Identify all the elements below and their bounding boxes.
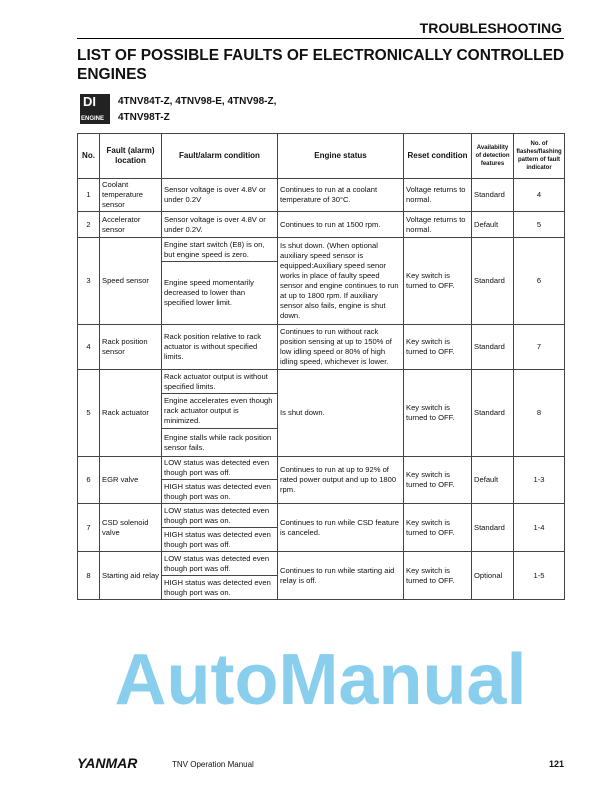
cell-no: 4: [78, 325, 100, 370]
cell-reset: Key switch is turned to OFF.: [404, 457, 472, 504]
yanmar-logo: YANMAR: [77, 755, 138, 771]
cell-location: Starting aid relay: [100, 552, 162, 600]
cell-flashes: 1-3: [514, 457, 565, 504]
cell-no: 3: [78, 238, 100, 325]
col-condition: Fault/alarm condition: [162, 134, 278, 179]
cell-location: Accelerator sensor: [100, 212, 162, 238]
col-location: Fault (alarm) location: [100, 134, 162, 179]
page-title: LIST OF POSSIBLE FAULTS OF ELECTRONICALLY CONTROLLED ENGINES: [77, 47, 565, 83]
footer: [77, 755, 564, 774]
cell-flashes: 8: [514, 370, 565, 457]
col-status: Engine status: [278, 134, 404, 179]
page-number: 121: [548, 759, 564, 769]
col-reset: Reset condition: [404, 134, 472, 179]
cell-flashes: 6: [514, 238, 565, 325]
models-line: 4TNV84T-Z, 4TNV98-E, 4TNV98-Z,: [118, 96, 277, 107]
cell-reset: Voltage returns to normal.: [404, 179, 472, 212]
cell-condition: Engine start switch (E8) is on, but engine speed is zero.: [162, 238, 278, 262]
cell-location: Coolant temperature sensor: [100, 179, 162, 212]
table-row: [78, 370, 565, 394]
cell-flashes: 1-5: [514, 552, 565, 600]
cell-no: 1: [78, 179, 100, 212]
cell-status: Continues to run while starting aid relay is off.: [278, 552, 404, 600]
table-row: [78, 552, 565, 576]
cell-availability: Standard: [472, 179, 514, 212]
col-flashes: No. of flashes/flashing pattern of fault indicator: [514, 134, 565, 179]
table-row: [78, 504, 565, 528]
cell-condition: Sensor voltage is over 4.8V or under 0.2V.: [162, 212, 278, 238]
cell-no: 5: [78, 370, 100, 457]
cell-availability: Default: [472, 212, 514, 238]
cell-condition: Engine speed momentarily decreased to lower than specified lower limit.: [162, 262, 278, 325]
cell-reset: Key switch is turned to OFF.: [404, 552, 472, 600]
cell-reset: Key switch is turned to OFF.: [404, 325, 472, 370]
cell-location: Rack actuator: [100, 370, 162, 457]
cell-no: 7: [78, 504, 100, 552]
cell-status: Continues to run without rack position sensing at up to 150% of low idling speed or 80% of high idling speed, whichever is lower.: [278, 325, 404, 370]
cell-flashes: 1-4: [514, 504, 565, 552]
table-row: [78, 325, 565, 370]
table-row: [78, 212, 565, 238]
cell-status: Continues to run at up to 92% of rated power output and up to 1800 rpm.: [278, 457, 404, 504]
cell-reset: Voltage returns to normal.: [404, 212, 472, 238]
cell-flashes: 4: [514, 179, 565, 212]
cell-condition: LOW status was detected even though port was off.: [162, 457, 278, 480]
cell-status: Is shut down.: [278, 370, 404, 457]
cell-availability: Default: [472, 457, 514, 504]
cell-condition: HIGH status was detected even though port was off.: [162, 528, 278, 552]
watermark: AutoManual: [114, 640, 527, 720]
cell-availability: Standard: [472, 370, 514, 457]
cell-reset: Key switch is turned to OFF.: [404, 504, 472, 552]
table-row: [78, 457, 565, 480]
table-row: [78, 179, 565, 212]
cell-availability: Optional: [472, 552, 514, 600]
col-no: No.: [78, 134, 100, 179]
section-header: TROUBLESHOOTING: [419, 20, 562, 36]
cell-status: Continues to run while CSD feature is canceled.: [278, 504, 404, 552]
engine-models: [118, 94, 276, 126]
cell-condition: Rack actuator output is without specified limits.: [162, 370, 278, 394]
cell-no: 6: [78, 457, 100, 504]
cell-condition: HIGH status was detected even though port was on.: [162, 480, 278, 504]
logo-top-text: DI: [83, 94, 96, 109]
cell-no: 8: [78, 552, 100, 600]
cell-flashes: 5: [514, 212, 565, 238]
cell-status: Is shut down. (When optional auxiliary speed sensor is equipped:Auxiliary speed senor works in place of faulty speed sensor and engine continues to run at up to 1800 rpm. If auxiliary sensor also fails, engine is shut down.: [278, 238, 404, 325]
cell-location: Speed sensor: [100, 238, 162, 325]
logo-bottom-text: ENGINE: [81, 116, 105, 122]
cell-condition: Engine accelerates even though rack actuator output is minimized.: [162, 394, 278, 429]
cell-flashes: 7: [514, 325, 565, 370]
cell-location: EGR valve: [100, 457, 162, 504]
cell-condition: Engine stalls while rack position sensor fails.: [162, 429, 278, 457]
faults-table: [77, 133, 565, 600]
cell-reset: Key switch is turned to OFF.: [404, 238, 472, 325]
table-row: [78, 238, 565, 262]
cell-status: Continues to run at 1500 rpm.: [278, 212, 404, 238]
cell-availability: Standard: [472, 504, 514, 552]
cell-reset: Key switch is turned to OFF.: [404, 370, 472, 457]
cell-condition: LOW status was detected even though port was on.: [162, 504, 278, 528]
cell-condition: HIGH status was detected even though port was on.: [162, 576, 278, 600]
cell-no: 2: [78, 212, 100, 238]
header-rule: [77, 38, 564, 39]
cell-condition: Sensor voltage is over 4.8V or under 0.2V: [162, 179, 278, 212]
col-availability: Availability of detection features: [472, 134, 514, 179]
cell-availability: Standard: [472, 238, 514, 325]
cell-location: Rack position sensor: [100, 325, 162, 370]
cell-location: CSD solenoid valve: [100, 504, 162, 552]
cell-availability: Standard: [472, 325, 514, 370]
di-engine-logo: [80, 94, 110, 124]
cell-condition: LOW status was detected even though port was off.: [162, 552, 278, 576]
cell-condition: Rack position relative to rack actuator is without specified limits.: [162, 325, 278, 370]
manual-name: TNV Operation Manual: [172, 760, 254, 769]
models-line: 4TNV98T-Z: [118, 112, 170, 123]
cell-status: Continues to run at a coolant temperature of 30°C.: [278, 179, 404, 212]
